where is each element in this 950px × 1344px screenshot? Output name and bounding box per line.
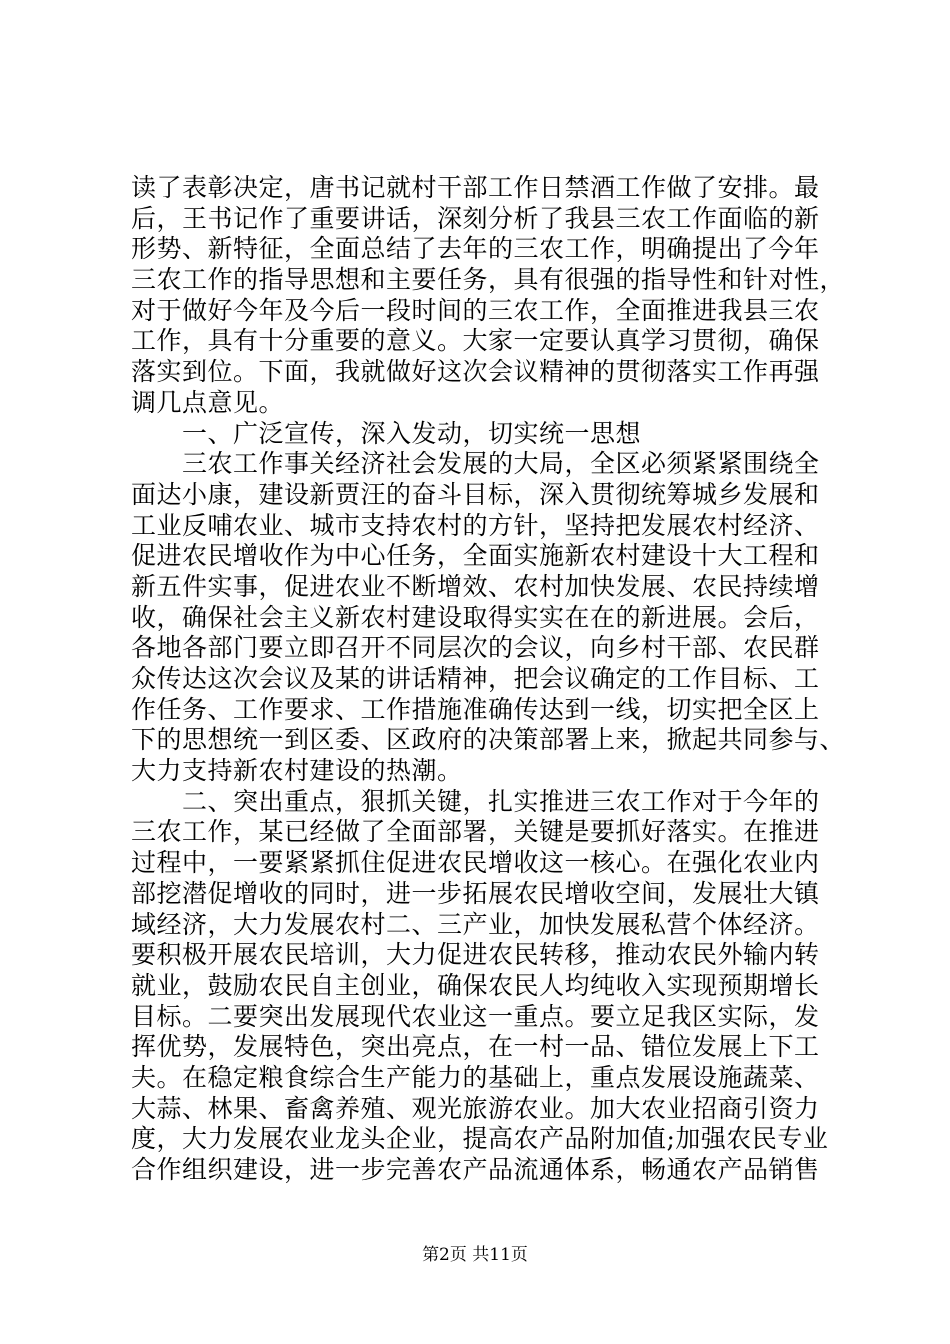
text-line: 面达小康，建设新贾汪的奋斗目标，深入贯彻统筹城乡发展和 xyxy=(131,479,820,509)
text-line: 合作组织建设，进一步完善农产品流通体系，畅通农产品销售 xyxy=(131,1155,820,1184)
text-line: 形势、新特征，全面总结了去年的三农工作，明确提出了今年 xyxy=(131,234,820,264)
text-line: 下的思想统一到区委、区政府的决策部署上来，掀起共同参与、 xyxy=(131,725,846,755)
text-line: 过程中，一要紧紧抓住促进农民增收这一核心。在强化农业内 xyxy=(131,848,820,878)
text-line: 作任务、工作要求、工作措施准确传达到一线，切实把全区上 xyxy=(131,694,820,724)
text-line: 夫。在稳定粮食综合生产能力的基础上，重点发展设施蔬菜、 xyxy=(131,1062,820,1092)
text-line: 三农工作事关经济社会发展的大局，全区必须紧紧围绕全 xyxy=(131,449,820,479)
text-line: 工业反哺农业、城市支持农村的方针，坚持把发展农村经济、 xyxy=(131,510,820,540)
text-line: 收，确保社会主义新农村建设取得实实在在的新进展。会后， xyxy=(131,602,820,632)
text-line: 后，王书记作了重要讲话，深刻分析了我县三农工作面临的新 xyxy=(131,203,820,233)
text-line: 工作，具有十分重要的意义。大家一定要认真学习贯彻，确保 xyxy=(131,326,820,356)
text-line: 域经济，大力发展农村二、三产业，加快发展私营个体经济。 xyxy=(131,909,820,939)
page-footer xyxy=(0,1244,950,1266)
text-line: 大蒜、林果、畜禽养殖、观光旅游农业。加大农业招商引资力 xyxy=(131,1093,820,1123)
document-body xyxy=(131,173,846,1186)
text-line: 众传达这次会议及某的讲话精神，把会议确定的工作目标、工 xyxy=(131,664,820,693)
text-line: 新五件实事，促进农业不断增效、农村加快发展、农民持续增 xyxy=(131,571,820,601)
text-line: 要积极开展农民培训，大力促进农民转移，推动农民外输内转 xyxy=(131,940,820,970)
text-line: 读了表彰决定，唐书记就村干部工作日禁酒工作做了安排。最 xyxy=(131,173,820,202)
section-heading-1: 一、广泛宣传，深入发动，切实统一思想 xyxy=(131,418,642,448)
text-line: 挥优势，发展特色，突出亮点，在一村一品、错位发展上下工 xyxy=(131,1032,820,1062)
page-number-label: 第2页 共11页 xyxy=(422,1245,528,1265)
text-line: 落实到位。下面，我就做好这次会议精神的贯彻落实工作再强 xyxy=(131,357,820,387)
section-heading-2: 二、突出重点，狠抓关键，扎实推进三农工作对于今年的 xyxy=(131,786,820,816)
text-line: 目标。二要突出发展现代农业这一重点。要立足我区实际，发 xyxy=(131,1001,820,1031)
text-line: 促进农民增收作为中心任务，全面实施新农村建设十大工程和 xyxy=(131,541,820,571)
text-line: 大力支持新农村建设的热潮。 xyxy=(131,756,463,786)
text-line: 部挖潜促增收的同时，进一步拓展农民增收空间，发展壮大镇 xyxy=(131,878,820,908)
text-line: 三农工作，某已经做了全面部署，关键是要抓好落实。在推进 xyxy=(131,817,820,847)
text-line: 就业，鼓励农民自主创业，确保农民人均纯收入实现预期增长 xyxy=(131,970,820,1000)
text-line: 调几点意见。 xyxy=(131,387,285,417)
text-line: 度，大力发展农业龙头企业，提高农产品附加值;加强农民专业 xyxy=(131,1124,829,1154)
text-line: 各地各部门要立即召开不同层次的会议，向乡村干部、农民群 xyxy=(131,633,820,663)
text-line: 对于做好今年及今后一段时间的三农工作，全面推进我县三农 xyxy=(131,295,820,325)
text-line: 三农工作的指导思想和主要任务，具有很强的指导性和针对性， xyxy=(131,265,846,295)
